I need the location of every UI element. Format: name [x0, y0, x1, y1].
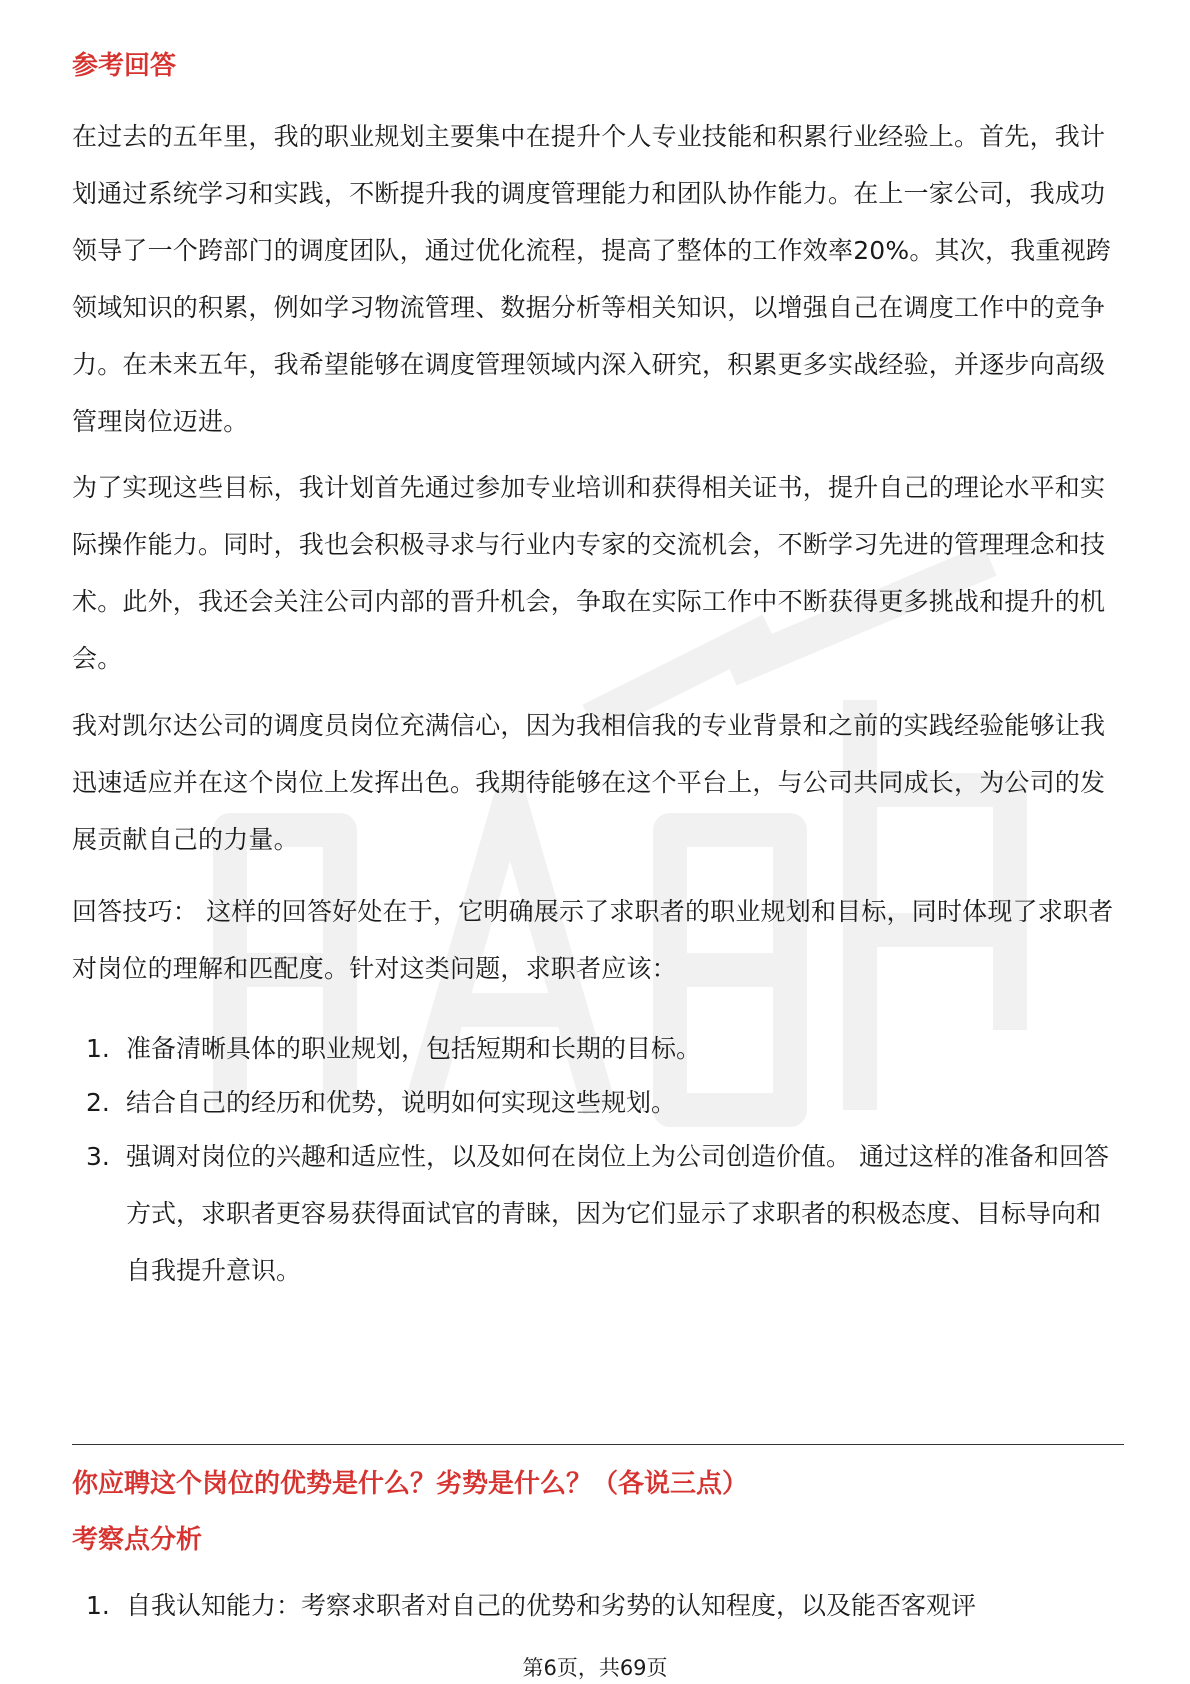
section-heading-analysis: 考察点分析 — [72, 1525, 203, 1555]
answer-tips-intro: 回答技巧： 这样的回答好处在于，它明确展示了求职者的职业规划和目标，同时体现了求职者对岗位的理解和匹配度。针对这类问题，求职者应该： — [72, 897, 1114, 983]
tip-list-item — [86, 1128, 1122, 1299]
list-text: 强调对岗位的兴趣和适应性，以及如何在岗位上为公司创造价值。 通过这样的准备和回答方式，求职者更容易获得面试官的青睐，因为它们显示了求职者的积极态度、目标导向和自我提升意识。 — [126, 1142, 1109, 1285]
list-text: 结合自己的经历和优势，说明如何实现这些规划。 — [126, 1088, 677, 1117]
section-heading-reference-answer: 参考回答 — [72, 51, 177, 81]
page-number-footer: 第6页，共69页 — [522, 1656, 668, 1680]
tip-list-item — [86, 1020, 1122, 1077]
list-number: 1. — [86, 1034, 110, 1063]
answer-paragraph-2: 为了实现这些目标，我计划首先通过参加专业培训和获得相关证书，提升自己的理论水平和实际操作能力。同时，我也会积极寻求与行业内专家的交流机会，不断学习先进的管理理念和技术。此外，我还会关注公司内部的晋升机会，争取在实际工作中不断获得更多挑战和提升的机会。 — [72, 473, 1106, 673]
list-number: 3. — [86, 1142, 110, 1171]
list-number: 1. — [86, 1591, 110, 1620]
analysis-list-item — [86, 1577, 1122, 1634]
tip-list-item — [86, 1074, 1122, 1131]
question-heading: 你应聘这个岗位的优势是什么？劣势是什么？（各说三点） — [72, 1469, 749, 1499]
list-number: 2. — [86, 1088, 110, 1117]
answer-paragraph-3: 我对凯尔达公司的调度员岗位充满信心，因为我相信我的专业背景和之前的实践经验能够让我迅速适应并在这个岗位上发挥出色。我期待能够在这个平台上，与公司共同成长，为公司的发展贡献自己的力量。 — [72, 711, 1106, 854]
answer-paragraph-1: 在过去的五年里，我的职业规划主要集中在提升个人专业技能和积累行业经验上。首先，我计划通过系统学习和实践，不断提升我的调度管理能力和团队协作能力。在上一家公司，我成功领导了一个跨部门的调度团队，通过优化流程，提高了整体的工作效率20%。其次，我重视跨领域知识的积累，例如学习物流管理、数据分析等相关知识，以增强自己在调度工作中的竞争力。在未来五年，我希望能够在调度管理领域内深入研究，积累更多实战经验，并逐步向高级管理岗位迈进。 — [72, 122, 1111, 436]
list-text: 自我认知能力：考察求职者对自己的优势和劣势的认知程度，以及能否客观评 — [126, 1591, 977, 1620]
list-text: 准备清晰具体的职业规划，包括短期和长期的目标。 — [126, 1034, 702, 1063]
section-divider — [72, 1444, 1124, 1445]
